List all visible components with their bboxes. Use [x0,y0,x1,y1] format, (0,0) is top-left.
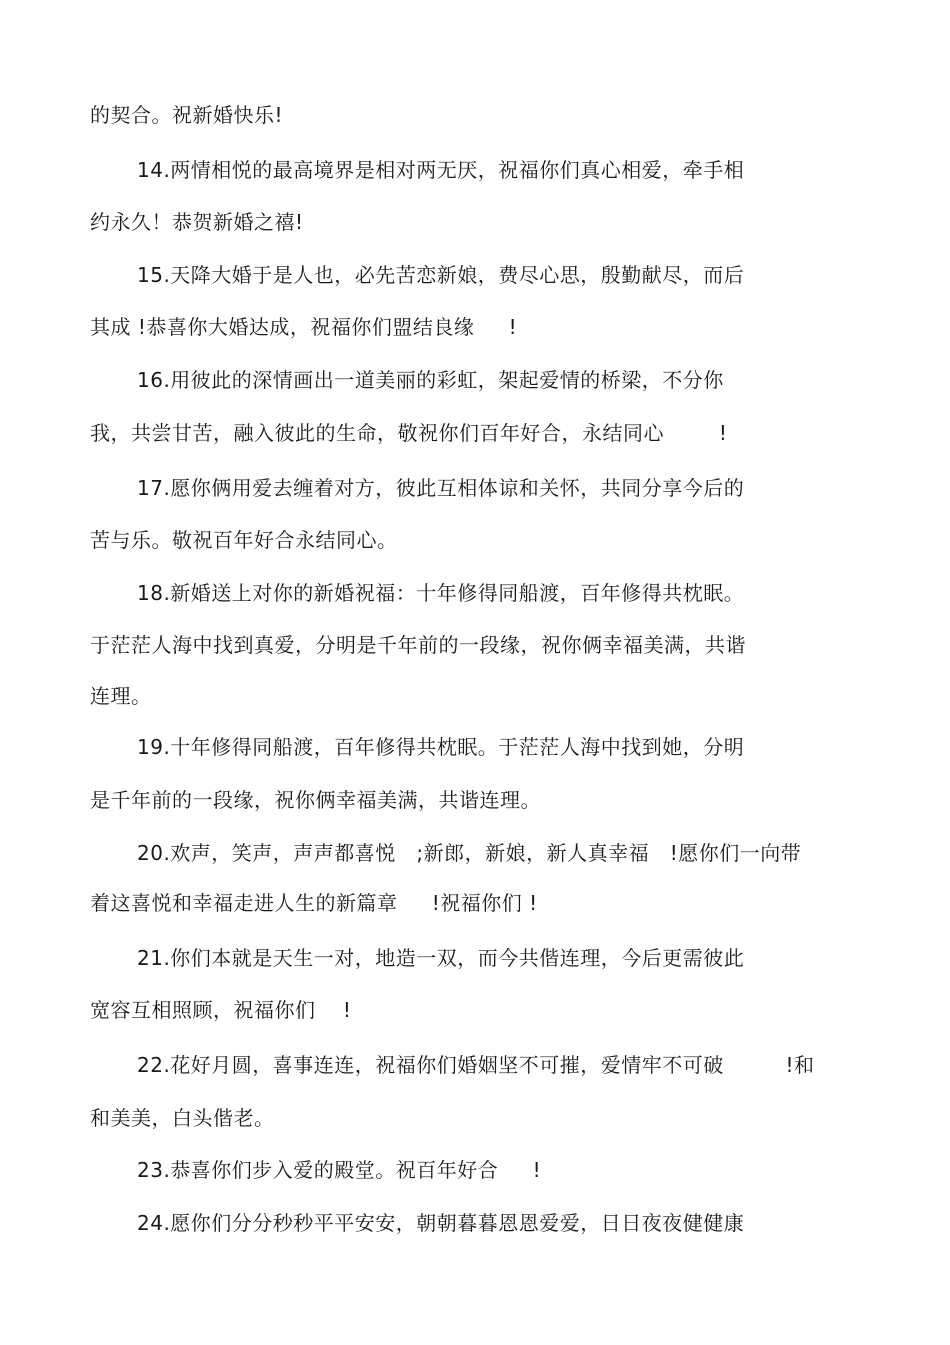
text-line: 是千年前的一段缘，祝你俩幸福美满，共谐连理。 [90,788,541,812]
text-line: 苦与乐。敬祝百年好合永结同心。 [90,528,398,552]
text-line: 21.你们本就是天生一对，地造一双，而今共偕连理，今后更需彼此 [137,946,745,970]
text-line: 20.欢声，笑声，声声都喜悦 ;新郎，新娘，新人真幸福 !愿你们一向带 [137,841,802,865]
text-line: 和美美，白头偕老。 [90,1106,275,1130]
text-line: 23.恭喜你们步入爱的殿堂。祝百年好合 ! [137,1158,542,1182]
text-line: 15.天降大婚于是人也，必先苦恋新娘，费尽心思，殷勤献尽，而后 [137,263,745,287]
text-line: 约永久！恭贺新婚之禧! [90,210,304,234]
text-line: 连理。 [90,684,152,708]
text-line: 18.新婚送上对你的新婚祝福：十年修得同船渡，百年修得共枕眠。 [137,581,745,605]
text-line: 24.愿你们分分秒秒平平安安，朝朝暮暮恩恩爱爱，日日夜夜健健康 [137,1211,745,1235]
text-line: 宽容互相照顾，祝福你们 ! [90,998,352,1022]
text-line: 17.愿你俩用爱去缠着对方，彼此互相体谅和关怀，共同分享今后的 [137,476,745,500]
text-line: 我，共尝甘苦，融入彼此的生命，敬祝你们百年好合，永结同心 ! [90,421,728,445]
text-line: 着这喜悦和幸福走进人生的新篇章 !祝福你们 ! [90,891,538,915]
text-line: 其成 !恭喜你大婚达成，祝福你们盟结良缘 ! [90,315,518,339]
text-line: 于茫茫人海中找到真爱，分明是千年前的一段缘，祝你俩幸福美满，共谐 [90,633,746,657]
text-line: 22.花好月圆，喜事连连，祝福你们婚姻坚不可摧，爱情牢不可破 !和 [137,1053,815,1077]
text-line: 19.十年修得同船渡，百年修得共枕眠。于茫茫人海中找到她，分明 [137,735,745,759]
text-line: 的契合。祝新婚快乐! [90,103,284,127]
text-line: 16.用彼此的深情画出一道美丽的彩虹，架起爱情的桥梁，不分你 [137,368,724,392]
text-line: 14.两情相悦的最高境界是相对两无厌，祝福你们真心相爱，牵手相 [137,158,745,182]
